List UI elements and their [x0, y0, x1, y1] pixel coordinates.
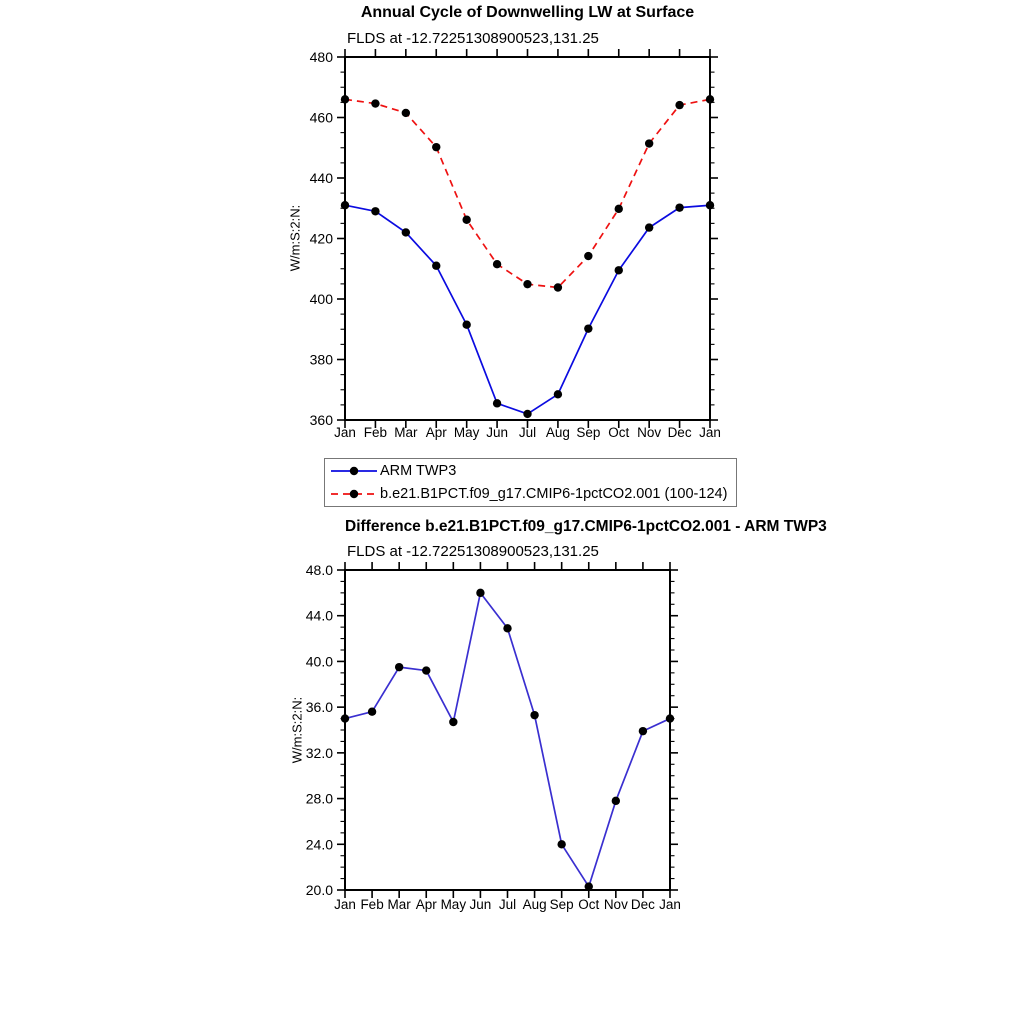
data-point-marker	[706, 95, 714, 103]
x-tick-label: Apr	[425, 425, 447, 440]
top-chart-title: Annual Cycle of Downwelling LW at Surface	[360, 4, 695, 21]
x-tick-label: Mar	[394, 425, 418, 440]
data-point-marker	[493, 399, 501, 407]
bottom-chart-title: Difference b.e21.B1PCT.f09_g17.CMIP6-1pctCO2.001 - ARM TWP3	[345, 518, 827, 535]
legend-box	[324, 458, 737, 507]
data-point-marker	[368, 708, 376, 716]
y-tick-label: 24.0	[305, 836, 333, 853]
data-point-marker	[554, 283, 562, 291]
data-point-marker	[395, 663, 403, 671]
x-tick-label: Dec	[667, 425, 692, 440]
x-tick-label: Nov	[603, 897, 628, 912]
x-tick-label: Jul	[518, 425, 537, 440]
y-tick-label: 440	[309, 170, 333, 186]
y-tick-label: 380	[309, 351, 333, 368]
legend-label-model-run: b.e21.B1PCT.f09_g17.CMIP6-1pctCO2.001 (100-124)	[380, 485, 728, 502]
data-point-marker	[402, 228, 410, 236]
y-tick-label: 40.0	[305, 653, 333, 670]
legend-sample-marker	[350, 467, 358, 475]
data-point-marker	[462, 321, 470, 329]
y-tick-label: 420	[309, 230, 333, 247]
top-chart-plot	[280, 45, 740, 451]
data-point-marker	[666, 714, 674, 722]
x-tick-label: Feb	[360, 897, 384, 912]
bottom-chart-plot	[280, 558, 700, 924]
x-tick-label: Sep	[576, 425, 601, 440]
data-point-marker	[639, 727, 647, 735]
data-point-marker	[645, 139, 653, 147]
data-point-marker	[371, 207, 379, 215]
data-point-marker	[675, 101, 683, 109]
series-line-0	[345, 593, 670, 887]
x-tick-label: Sep	[549, 897, 574, 912]
data-point-marker	[523, 280, 531, 288]
data-point-marker	[557, 840, 565, 848]
x-tick-label: Aug	[522, 897, 547, 912]
data-point-marker	[645, 223, 653, 231]
data-point-marker	[462, 216, 470, 224]
legend-line-sample-dashed-icon	[330, 485, 378, 503]
y-tick-label: 28.0	[305, 790, 333, 807]
x-tick-label: Feb	[363, 425, 388, 440]
data-point-marker	[530, 711, 538, 719]
y-tick-label: 32.0	[305, 744, 333, 761]
x-tick-label: Oct	[578, 897, 600, 912]
legend-label-arm-twp3: ARM TWP3	[380, 463, 457, 480]
data-point-marker	[706, 201, 714, 209]
data-point-marker	[523, 410, 531, 418]
data-point-marker	[612, 797, 620, 805]
y-tick-label: 400	[309, 291, 333, 307]
data-point-marker	[615, 205, 623, 213]
x-tick-label: Mar	[387, 897, 411, 912]
data-point-marker	[554, 390, 562, 398]
y-tick-label: 44.0	[305, 607, 333, 624]
x-tick-label: Jan	[334, 425, 356, 440]
x-tick-label: Apr	[415, 897, 437, 912]
data-point-marker	[675, 203, 683, 211]
series-line-0	[345, 205, 710, 414]
x-tick-label: Jul	[498, 897, 517, 912]
y-tick-label: 480	[309, 49, 333, 65]
x-tick-label: Jan	[334, 897, 356, 912]
data-point-marker	[432, 143, 440, 151]
x-tick-label: May	[440, 897, 467, 912]
y-tick-label: 36.0	[305, 699, 333, 716]
data-point-marker	[615, 266, 623, 274]
data-point-marker	[341, 201, 349, 209]
data-point-marker	[584, 252, 592, 260]
plot-frame	[345, 57, 710, 420]
y-tick-label: 48.0	[305, 562, 333, 578]
x-tick-label: Jun	[469, 897, 492, 912]
data-point-marker	[449, 718, 457, 726]
data-point-marker	[493, 260, 501, 268]
x-tick-label: Dec	[630, 897, 655, 912]
bottom-chart-y-axis-label: W/m:S:2:N:	[289, 696, 305, 764]
data-point-marker	[422, 666, 430, 674]
data-point-marker	[341, 95, 349, 103]
plot-frame	[345, 570, 670, 890]
x-tick-label: Jan	[659, 897, 681, 912]
legend-item-arm-twp3	[330, 461, 736, 482]
y-tick-label: 360	[309, 412, 333, 428]
x-tick-label: Jan	[699, 425, 721, 440]
data-point-marker	[585, 882, 593, 890]
legend-sample-marker	[350, 490, 358, 498]
data-point-marker	[584, 324, 592, 332]
x-tick-label: Aug	[545, 425, 570, 440]
data-point-marker	[476, 589, 484, 597]
x-tick-label: Jun	[486, 425, 508, 440]
data-point-marker	[402, 109, 410, 117]
data-point-marker	[503, 624, 511, 632]
x-tick-label: May	[453, 425, 480, 440]
x-tick-label: Oct	[608, 425, 630, 440]
y-tick-label: 460	[309, 109, 333, 126]
series-line-1	[345, 99, 710, 287]
top-chart-y-axis-label: W/m:S:2:N:	[287, 204, 303, 272]
legend-line-sample-solid-icon	[330, 462, 378, 480]
y-tick-label: 20.0	[305, 882, 333, 898]
bottom-chart-subtitle: FLDS at -12.72251308900523,131.25	[347, 543, 599, 560]
data-point-marker	[341, 714, 349, 722]
top-chart-subtitle: FLDS at -12.72251308900523,131.25	[347, 30, 599, 47]
x-tick-label: Nov	[637, 425, 662, 440]
data-point-marker	[432, 262, 440, 270]
legend-item-model-run	[330, 483, 736, 504]
data-point-marker	[371, 99, 379, 107]
